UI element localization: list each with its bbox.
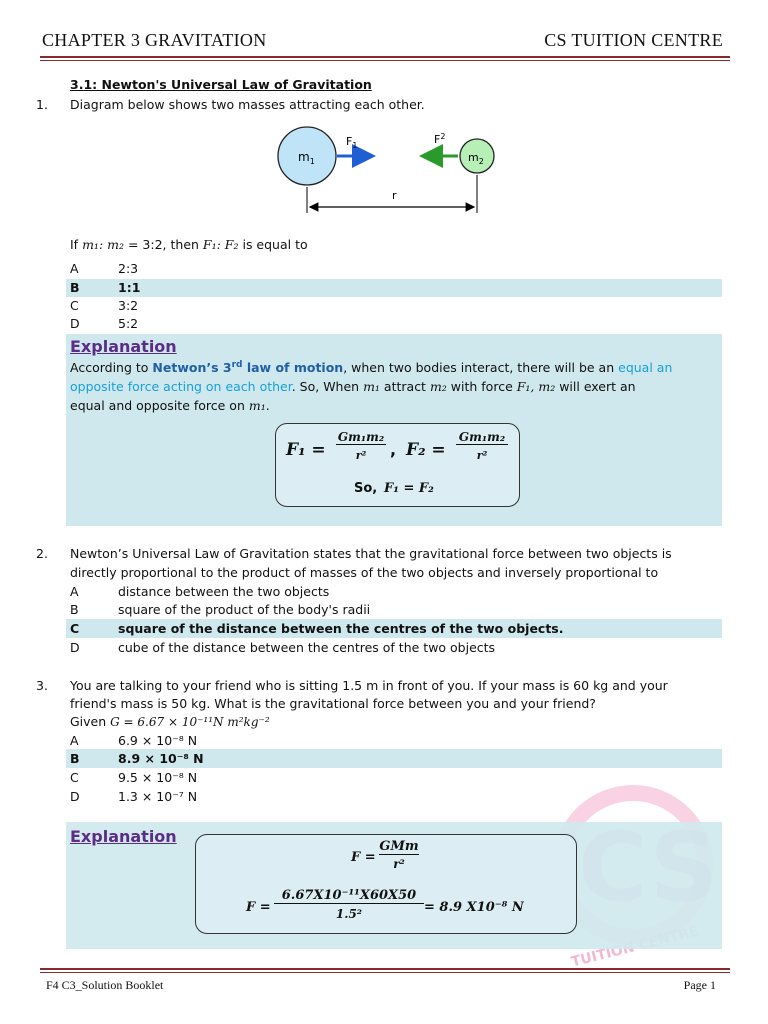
q2-option-b-text: square of the product of the body's radii [118, 602, 371, 617]
q3-explanation-title: Explanation [70, 827, 177, 846]
force-f2-label: $F^2$ [434, 132, 446, 146]
q2-option-c-text: square of the distance between the centres of the two objects. [118, 621, 564, 636]
q2-option-c-letter: C [70, 621, 80, 636]
q3-option-c-letter: C [70, 770, 79, 785]
q2-stem-line2: directly proportional to the product of masses of the two objects and inversely proportional to [70, 565, 659, 580]
q1-option-a-letter: A [70, 261, 79, 276]
q1-explanation-title: Explanation [70, 337, 177, 356]
mass-1-label: $m_1$ [298, 150, 315, 166]
q3-option-d-letter: D [70, 789, 80, 804]
q3-option-c-text: 9.5 × 10⁻⁸ N [118, 770, 198, 785]
q1-option-a-text: 2:3 [118, 261, 139, 276]
formula-f-numerator: GMm [379, 839, 419, 854]
footer-rule-thin [40, 972, 730, 973]
formula-result: F₁ = F₂ [384, 481, 434, 496]
q3-option-b-letter: B [70, 751, 80, 766]
q1-formula-box [275, 423, 520, 507]
q2-option-d-text: cube of the distance between the centres of the two objects [118, 640, 496, 655]
q2-option-d-letter: D [70, 640, 80, 655]
distance-label: r [392, 189, 397, 202]
q1-option-d-text: 5:2 [118, 316, 139, 331]
mass-2-label: $m_2$ [468, 151, 484, 166]
q1-explanation-line3: equal and opposite force on m₁. [70, 398, 270, 413]
q1-stem: Diagram below shows two masses attracting each other. [70, 97, 425, 112]
q3-option-b-text: 8.9 × 10⁻⁸ N [118, 751, 204, 766]
q1-option-b-letter: B [70, 280, 80, 295]
q2-option-a-letter: A [70, 584, 79, 599]
formula-comma: , [390, 440, 397, 459]
q1-number: 1. [36, 97, 48, 112]
formula-f1-numerator: Gm₁m₂ [337, 430, 385, 444]
q1-masses-diagram [270, 125, 510, 225]
q3-formula-box [195, 834, 577, 934]
q2-stem-line1: Newton’s Universal Law of Gravitation states that the gravitational force between two objects is [70, 546, 672, 561]
formula-f2-denominator: r² [476, 449, 488, 462]
q1-explanation-line1: According to Netwon’s 3rd law of motion, when two bodies interact, there will be an equal an [70, 360, 673, 376]
formula-so-label: So, [354, 481, 378, 496]
header-rule [40, 56, 730, 58]
header-centre-name: CS TUITION CENTRE [544, 30, 723, 50]
q3-stem-line2: friend's mass is 50 kg. What is the gravitational force between you and your friend? [70, 696, 596, 711]
q2-option-b-letter: B [70, 602, 79, 617]
q2-option-a-text: distance between the two objects [118, 584, 330, 599]
footer-booklet-name: F4 C3_Solution Booklet [46, 978, 164, 992]
footer-page-number: Page 1 [683, 978, 716, 992]
q1-option-b-text: 1:1 [118, 280, 141, 295]
q3-option-d-text: 1.3 × 10⁻⁷ N [118, 789, 198, 804]
formula-f2-lhs: F₂ = [406, 440, 446, 460]
formula-calc-lhs: F = [246, 900, 271, 915]
section-title: 3.1: Newton's Universal Law of Gravitation [70, 77, 372, 92]
q1-option-c-letter: C [70, 298, 79, 313]
formula-calc-numerator: 6.67X10⁻¹¹X60X50 [274, 888, 424, 904]
q2-number: 2. [36, 546, 48, 561]
q1-correct-highlight [66, 279, 722, 297]
header-rule-thin [40, 60, 730, 61]
formula-f2-numerator: Gm₁m₂ [456, 430, 508, 445]
formula-f-denominator: r² [393, 857, 405, 871]
q3-option-a-text: 6.9 × 10⁻⁸ N [118, 733, 198, 748]
formula-f1-denominator: r² [355, 449, 367, 462]
q3-option-a-letter: A [70, 733, 79, 748]
formula-calc-result: = 8.9 X10⁻⁸ N [424, 900, 524, 915]
q3-given: Given G = 6.67 × 10⁻¹¹N m²kg⁻² [70, 714, 270, 729]
formula-f-lhs: F = [351, 850, 376, 865]
formula-f1-lhs: F₁ = [286, 440, 326, 460]
q3-number: 3. [36, 678, 48, 693]
q1-option-c-text: 3:2 [118, 298, 139, 313]
header-chapter-title: CHAPTER 3 GRAVITATION [42, 30, 267, 50]
q1-prompt: If m₁: m₂ = 3:2, then F₁: F₂ is equal to [70, 237, 308, 252]
q1-option-d-letter: D [70, 316, 80, 331]
formula-calc-denominator: 1.5² [335, 907, 363, 921]
force-f1-label: $F_1$ [346, 135, 358, 150]
q3-stem-line1: You are talking to your friend who is sitting 1.5 m in front of you. If your mass is 60 kg and your [70, 678, 668, 693]
footer-rule [40, 968, 730, 970]
q1-explanation-line2: opposite force acting on each other. So, When m₁ attract m₂ with force F₁, m₂ will exert an [70, 379, 636, 394]
